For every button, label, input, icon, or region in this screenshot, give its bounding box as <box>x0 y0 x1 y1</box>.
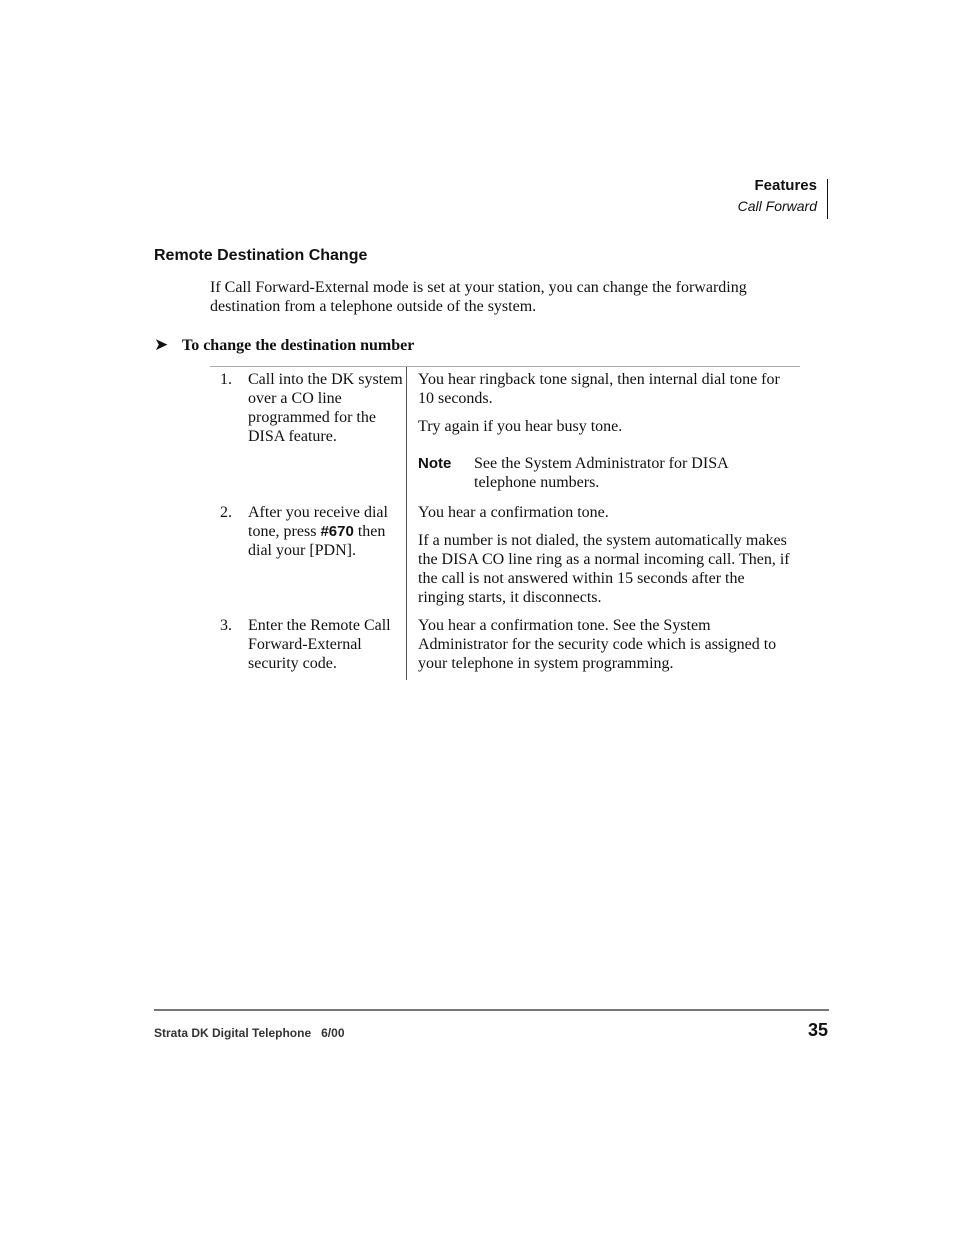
step-2-response-2: If a number is not dialed, the system automatically makes the DISA CO line ring as a normal incoming call. Then, if the call is not answered within 15 seconds after the ringing starts, it disconnects. <box>418 532 790 606</box>
page-number: 35 <box>807 1020 828 1040</box>
step-3-response-1: You hear a confirmation tone. See the System Administrator for the security code which is assigned to your telephone in system programming. <box>418 617 777 672</box>
step-text-post: then dial your [PDN]. <box>248 523 386 559</box>
table-top-rule <box>210 366 800 367</box>
step-text <box>248 503 408 560</box>
procedure-title <box>154 335 414 355</box>
step-1-response-2: Try again if you hear busy tone. <box>418 418 623 435</box>
footer-rule <box>154 1009 829 1011</box>
step-1-response-1: You hear ringback tone signal, then internal dial tone for 10 seconds. <box>418 371 780 407</box>
step-number: 1. <box>220 371 232 388</box>
dial-code: #670 <box>320 523 354 540</box>
intro-paragraph: If Call Forward-External mode is set at your station, you can change the forwarding destination from a telephone outside of the system. <box>210 279 747 315</box>
arrow-right-icon: ➤ <box>154 335 169 355</box>
note-label: Note <box>418 455 452 472</box>
running-header <box>738 176 817 216</box>
header-rule <box>827 179 828 219</box>
step-text: Call into the DK system over a CO line programmed for the DISA feature. <box>248 371 403 445</box>
step-number: 2. <box>220 504 232 521</box>
section-title: Call Forward <box>737 198 817 214</box>
step-2-response-1: You hear a confirmation tone. <box>418 504 609 521</box>
step-number: 3. <box>220 617 232 634</box>
footer-title: Strata DK Digital Telephone 6/00 <box>154 1026 345 1040</box>
note-text: See the System Administrator for DISA telephone numbers. <box>474 455 728 491</box>
procedure-title-text: To change the destination number <box>182 337 415 354</box>
step-text-pre: After you receive dial tone, press <box>248 504 388 540</box>
step-text: Enter the Remote Call Forward-External security code. <box>248 617 391 672</box>
chapter-title: Features <box>754 177 817 194</box>
section-heading: Remote Destination Change <box>154 247 368 264</box>
